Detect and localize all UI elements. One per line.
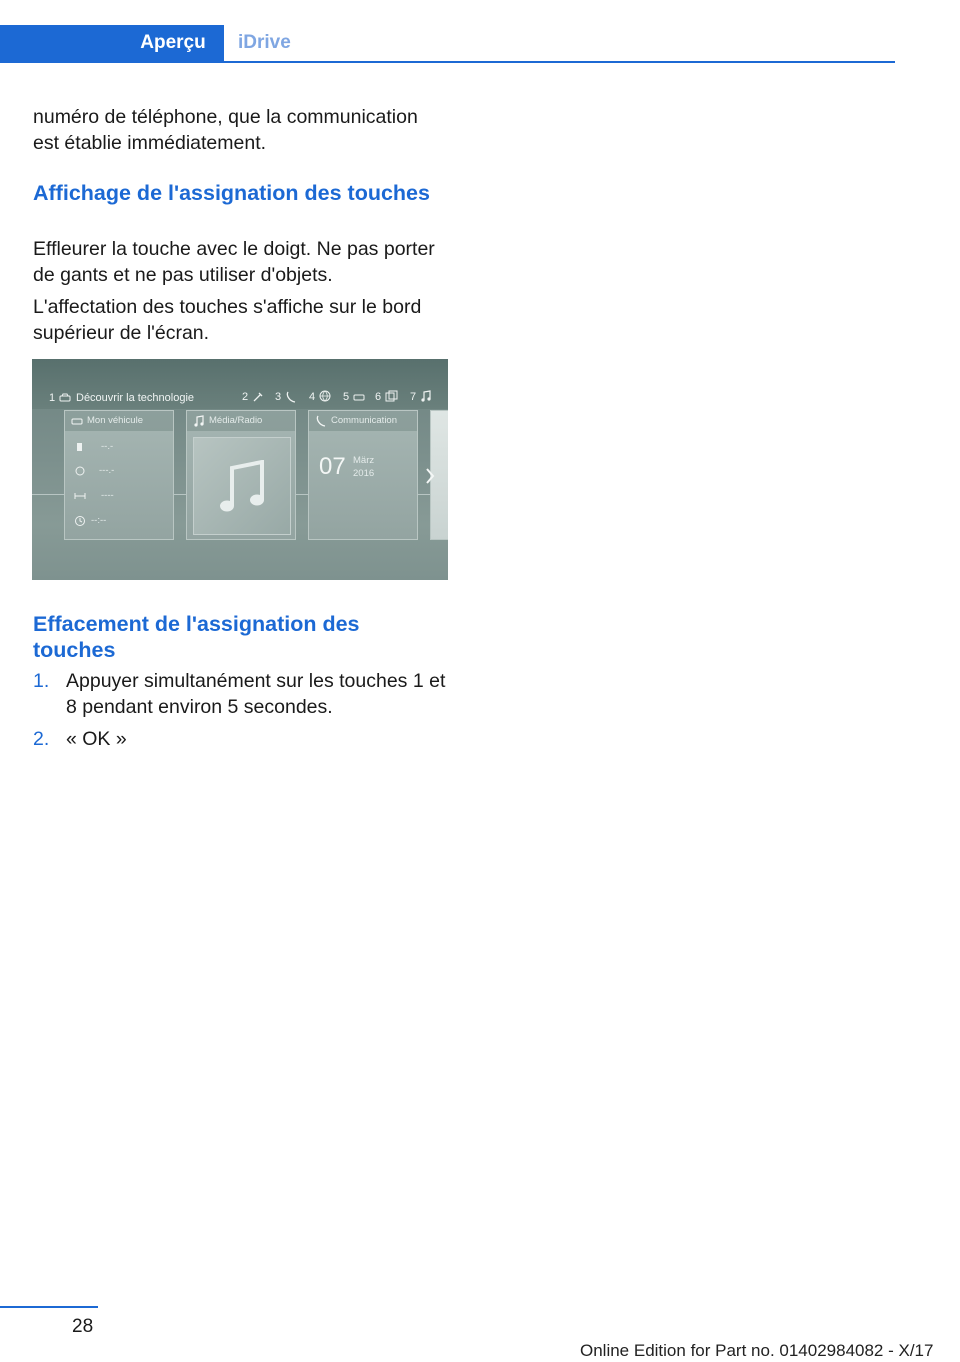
date-month: März: [353, 455, 375, 466]
tab-idrive[interactable]: iDrive: [238, 32, 291, 53]
footer-divider: [0, 1306, 98, 1308]
gauge-icon: [75, 466, 85, 476]
favorite-3-number: 3: [275, 391, 282, 403]
car-icon-2: [353, 392, 365, 402]
favorite-1-label: Découvrir la technologie: [76, 392, 195, 404]
header-accent-block: [0, 25, 122, 61]
date-day: 07: [319, 453, 346, 480]
screens-icon: [385, 390, 399, 402]
favorite-7-number: 7: [410, 391, 417, 403]
phone-icon: [285, 391, 297, 403]
music-note-icon-small: [193, 415, 205, 427]
phone-icon: [315, 415, 327, 427]
tile-partial: [430, 410, 448, 540]
chapter-header: [0, 25, 895, 63]
step-text: « OK »: [66, 728, 127, 750]
favorite-6-number: 6: [375, 391, 382, 403]
favorite-5-number: 5: [343, 391, 350, 403]
favorite-1-number: 1: [49, 392, 56, 404]
vehicle-value-range: ---.-: [99, 465, 115, 476]
paragraph-touch-instructions: Effleurer la touche avec le doigt. Ne pas porter de gants et ne pas utiliser d'objets.: [33, 238, 435, 286]
tile-communication-label: Communication: [331, 415, 397, 426]
distance-icon: [74, 491, 86, 501]
section-heading-display: Affichage de l'assignation des touches: [33, 181, 430, 205]
step-number: 2.: [33, 728, 50, 750]
vehicle-value-time: --:--: [91, 515, 107, 526]
date-year: 2016: [353, 468, 375, 479]
music-note-icon: [218, 460, 268, 516]
car-icon: [71, 416, 83, 426]
tab-apercu[interactable]: Aperçu: [122, 25, 224, 61]
clock-icon: [74, 515, 86, 527]
favorite-2-number: 2: [242, 391, 249, 403]
header-divider: [0, 61, 895, 63]
paragraph-assignment-display: L'affectation des touches s'affiche sur le bord supérieur de l'écran.: [33, 296, 422, 344]
tile-media-radio: [186, 410, 296, 540]
idrive-screen-illustration: [32, 359, 448, 580]
paragraph-continuation: numéro de téléphone, que la communication est établie immédiatement.: [33, 106, 418, 154]
edition-info: Online Edition for Part no. 01402984082 - X/17: [580, 1341, 934, 1360]
tile-media-label: Média/Radio: [209, 415, 263, 426]
fuel-icon: [75, 442, 85, 452]
tile-my-vehicle: [64, 410, 174, 540]
car-icon: [59, 393, 71, 403]
chevron-right-icon: [425, 467, 437, 485]
globe-icon: [319, 390, 331, 402]
favorite-4-number: 4: [309, 391, 316, 403]
vehicle-value-fuel: --.-: [101, 441, 114, 452]
vehicle-value-distance: ----: [101, 490, 114, 501]
page-number: 28: [72, 1316, 94, 1337]
album-art-placeholder: [193, 437, 291, 535]
tile-my-vehicle-label: Mon véhicule: [87, 415, 143, 426]
step-number: 1.: [33, 670, 50, 692]
step-text: Appuyer simultanément sur les touches 1 et 8 pendant environ 5 secondes.: [66, 670, 446, 718]
tile-communication: [308, 410, 418, 540]
wrench-icon: [252, 391, 264, 403]
music-note-icon-small: [420, 390, 432, 402]
section-heading-delete: Effacement de l'assignation des touches: [33, 612, 360, 662]
